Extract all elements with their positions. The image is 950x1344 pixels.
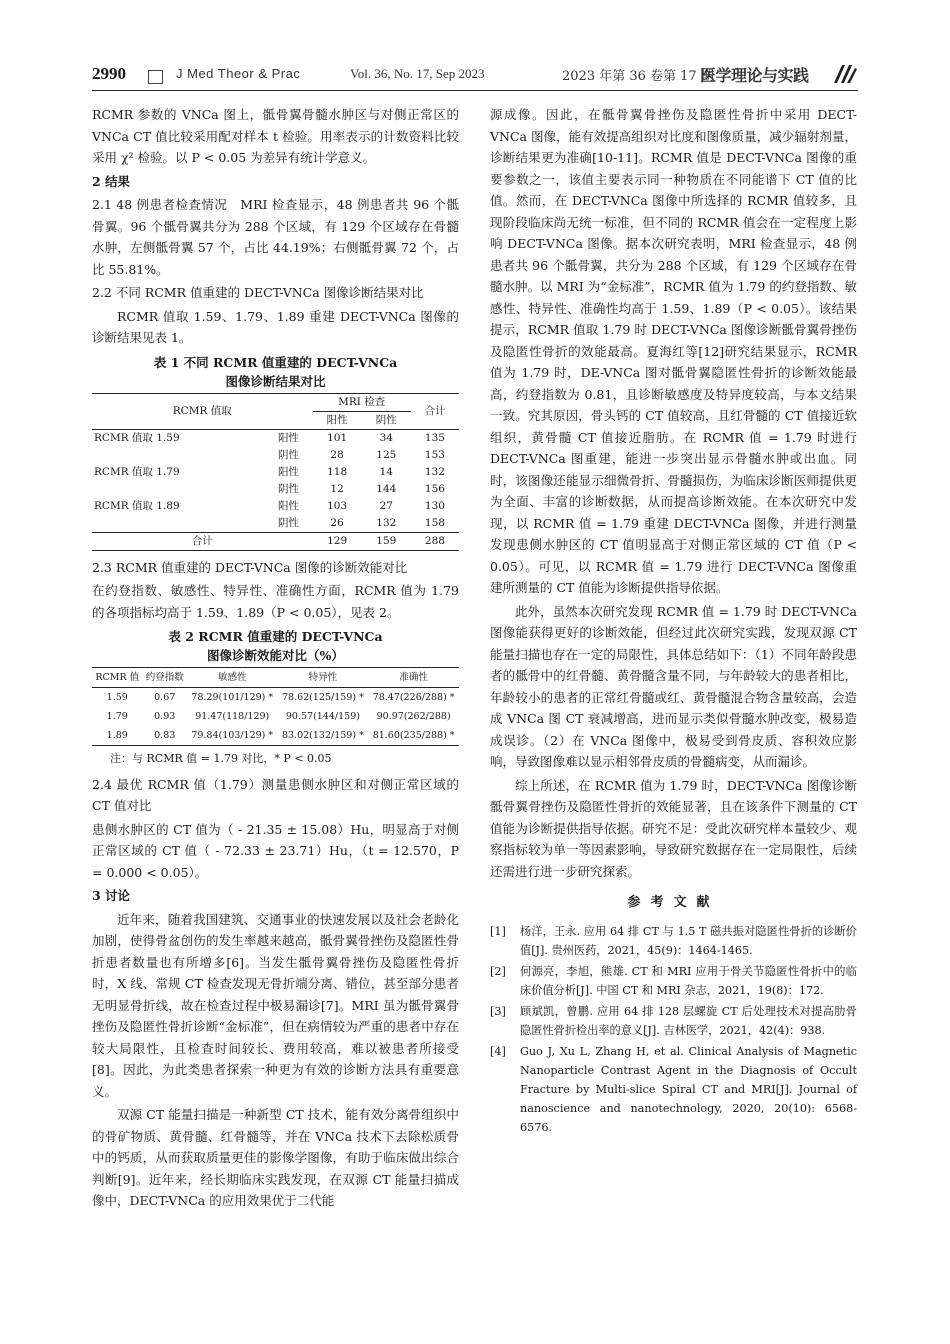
reference-item (490, 1002, 857, 1040)
section-2-1-title: 2.1 48 例患者检查情况 (92, 197, 228, 212)
journal-name-en: J Med Theor & Prac (176, 66, 301, 81)
t2-cell: 90.57(144/159) (285, 711, 360, 722)
t1-row (92, 429, 459, 447)
t2-cell: 1.79 (106, 711, 128, 722)
t1-cell-res: 阴性 (277, 482, 299, 495)
t1-cell-total: 156 (424, 482, 445, 495)
t1-cell-total: 135 (424, 431, 445, 444)
conclusion-paragraph: 综上所述，在 RCMR 值为 1.79 时，DECT-VNCa 图像诊断骶骨翼骨挫伤及隐匿性骨折的效能显著，且在该条件下测量的 CT 值能为诊断提供指导依据。研究不足：受此次研究样本量较少、观察指标较为单一等因素影响，导致研究数据存在一定局限性，后续还需进行进一步研究探索。 (490, 777, 857, 879)
reference-number: [3] (490, 1004, 506, 1018)
limitations-paragraph: 此外，虽然本次研究发现 RCMR 值 = 1.79 时 DECT-VNCa 图像能获得更好的诊断效能，但经过此次研究实践，发现双源 CT 能量扫描也存在一定的局限性，具体总结如下：（1）不同年龄段患者的骶骨中的红骨髓、黄骨髓含量不同，与年龄较大的患者相比，年龄较小的患者的正常红骨髓或红、黄骨髓混合物含量较高，会造成 VNCa 图 CT 衰减增高，进而显示类似骨髓水肿改变，极易造成误诊。（2）在 VNCa 图像中，极易受到骨皮质、容积效应影响，导致图像难以显示相邻骨皮质的骨髓病变，从而漏诊。 (490, 603, 857, 769)
t2-row (92, 707, 459, 726)
t1-cell-pos: 26 (313, 515, 362, 533)
reference-text: 顾斌凯，曾鹏. 应用 64 排 128 层螺旋 CT 后处理技术对提高肋骨隐匿性骨折检出率的意义[J]. 吉林医学，2021，42(4)：938. (520, 1004, 857, 1037)
t2-cell: 78.62(125/159) * (281, 692, 364, 703)
table-1 (92, 393, 459, 551)
table-2-note: 注：与 RCMR 值 = 1.79 对比，* P < 0.05 (110, 752, 332, 765)
t2-header-cell: 特异性 (278, 668, 369, 688)
t1-cell-group: RCMR 值取 1.59 (94, 431, 180, 444)
t2-header-cell: 敏感性 (187, 668, 278, 688)
t1-cell-res: 阳性 (277, 499, 299, 512)
t1-cell-neg: 125 (376, 448, 397, 461)
section-2-4-title: 2.4 最优 RCMR 值（1.79）测量患侧水肿区和对侧正常区域的 CT 值对比 (92, 776, 459, 813)
t1-row (92, 464, 459, 481)
t1-cell-group (92, 515, 264, 533)
t1-sum-row (92, 532, 459, 550)
reference-item (490, 962, 857, 1000)
reference-text: 杨洋，王永. 应用 64 排 CT 与 1.5 T 磁共振对隐匿性骨折的诊断价值[J]. 贵州医药，2021，45(9)：1464-1465. (520, 924, 857, 957)
t1-sum-label: 合计 (191, 534, 213, 547)
t1-cell-pos: 103 (327, 499, 348, 512)
table-2-caption (92, 627, 459, 665)
section-2-3-title: 2.3 RCMR 值重建的 DECT-VNCa 图像的诊断效能对比 (92, 559, 408, 575)
page-number: 2990 (92, 64, 126, 83)
t1-header-pos: 阳性 (313, 411, 362, 429)
t1-sum-pos: 129 (327, 534, 348, 547)
t1-row (92, 447, 459, 464)
t1-header-neg: 阴性 (362, 411, 411, 429)
t2-row (92, 726, 459, 746)
t2-cell: 0.67 (154, 692, 176, 703)
t1-cell-res: 阳性 (277, 431, 299, 444)
t1-cell-total: 153 (424, 448, 445, 461)
journal-logo-icon (832, 63, 858, 85)
t1-header-mri: MRI 检查 (313, 393, 411, 411)
t2-cell: 79.84(103/129) * (191, 730, 274, 741)
t2-cell: 78.47(226/288) * (372, 692, 455, 703)
volume-cn: 2023 年第 36 卷第 17 期 (562, 69, 714, 84)
t2-row (92, 688, 459, 708)
t2-header-cell: RCMR 值 (92, 668, 143, 688)
t1-row (92, 498, 459, 515)
t1-cell-neg: 14 (379, 465, 393, 478)
section-2-2-text: RCMR 值取 1.59、1.79、1.89 重建 DECT-VNCa 图像的诊断结果见表 1。 (92, 308, 459, 345)
t1-cell-group: RCMR 值取 1.89 (94, 499, 180, 512)
t2-cell: 91.47(118/129) (195, 711, 270, 722)
t1-cell-neg: 132 (362, 515, 411, 533)
reference-item (490, 922, 857, 960)
t1-header-total: 合计 (411, 393, 459, 429)
section-discussion-heading: 3 讨论 (92, 888, 131, 903)
section-2-2-title: 2.2 不同 RCMR 值重建的 DECT-VNCa 图像诊断结果对比 (92, 285, 424, 300)
t1-cell-pos: 12 (330, 482, 344, 495)
section-2-1 (92, 194, 459, 280)
t1-cell-group (92, 447, 264, 464)
discussion-paragraph-2: 双源 CT 能量扫描是一种新型 CT 技术，能有效分离骨组织中的骨矿物质、黄骨髓、红骨髓等，并在 VNCa 技术下去除松质骨中的钙质，从而获取质量更佳的影像学图像，有助于临床做出综合判断[9]。近年来，经长期临床实践发现，在双源 CT 能量扫描成像中，DECT-VNCa 的应用效果优于二代能 (92, 1107, 459, 1208)
section-results-heading: 2 结果 (92, 173, 131, 189)
journal-name-cn: 医学理论与实践 (700, 66, 809, 85)
t2-cell: 78.29(101/129) * (191, 692, 274, 703)
running-header (92, 62, 858, 91)
t2-cell: 1.89 (106, 730, 128, 741)
discussion-paragraph-1: 近年来，随着我国建筑、交通事业的快速发展以及社会老龄化加剧，使得骨盆创伤的发生率越来越高，骶骨翼骨挫伤及隐匿性骨折患者数量也有所增多[6]。当发生骶骨翼骨挫伤及隐匿性骨折时，X 线、常规 CT 检查发现无骨折端分离、错位，甚至部分患者无明显骨折线，故在检查过程中极易漏诊[7]。MRI 虽为骶骨翼骨挫伤及隐匿性骨折诊断“金标准”，但在病情较为严重的患者中存在较大局限性，且检查时间较长、费用较高，难以被患者所接受[8]。因此，为此类患者探索一种更为有效的诊断方法具有重要意义。 (92, 911, 459, 1099)
t1-cell-pos: 28 (330, 448, 344, 461)
t1-cell-total: 158 (411, 515, 459, 533)
method-paragraph: RCMR 参数的 VNCa 图上，骶骨翼骨髓水肿区与对侧正常区的 VNCa CT 值比较采用配对样本 t 检验。用率表示的计数资料比较采用 χ² 检验。以 P < 0.05 为差异有统计学意义。 (92, 107, 459, 165)
reference-text: 何源亮，李旭，熊雄. CT 和 MRI 应用于骨关节隐匿性骨折中的临床价值分析[J]. 中国 CT 和 MRI 杂志，2021，19(8)：172. (520, 964, 857, 997)
t2-cell: 81.60(235/288) * (372, 730, 455, 741)
t2-cell: 0.93 (154, 711, 176, 722)
t1-cell-total: 130 (424, 499, 445, 512)
table-2-caption-line1: 表 2 RCMR 值重建的 DECT-VNCa (168, 629, 383, 644)
t2-header-cell: 准确性 (368, 668, 459, 688)
t1-row (92, 515, 459, 533)
t2-header-cell: 约登指数 (143, 668, 187, 688)
t1-cell-res: 阳性 (277, 465, 299, 478)
section-2-3-text: 在约登指数、敏感性、特异性、准确性方面，RCMR 值为 1.79 的各项指标均高于 1.59、1.89（P < 0.05），见表 2。 (92, 583, 459, 620)
t2-cell: 83.02(132/159) * (281, 730, 364, 741)
t1-sum-total: 288 (424, 534, 445, 547)
t1-cell-neg: 144 (376, 482, 397, 495)
t1-header-rcmr: RCMR 值取 (92, 393, 313, 429)
table-1-caption-line2: 图像诊断结果对比 (225, 373, 326, 389)
t1-cell-group: RCMR 值取 1.79 (94, 465, 180, 478)
table-1-caption-line1: 表 1 不同 RCMR 值重建的 DECT-VNCa (153, 354, 398, 370)
table-1-caption (92, 353, 459, 391)
left-column (92, 104, 459, 1214)
t2-cell: 1.59 (106, 692, 128, 703)
section-2-4-text: 患侧水肿区的 CT 值为（ - 21.35 ± 15.08）Hu，明显高于对侧正常区域的 CT 值（ - 72.33 ± 23.71）Hu，（t = 12.570，P = 0.000 < 0.05）。 (92, 821, 459, 880)
t1-cell-neg: 34 (379, 431, 393, 444)
t1-cell-pos: 118 (327, 465, 348, 478)
reference-number: [4] (490, 1044, 506, 1058)
reference-item (490, 1042, 857, 1137)
t1-row (92, 481, 459, 498)
right-column (490, 104, 857, 1139)
reference-text: Guo J, Xu L, Zhang H, et al. Clinical Analysis of Magnetic Nanoparticle Contrast Agent in the Diagnosis of Occult Fracture by Multi-slice Spiral CT and MRI[J]. Journal of nanoscience and nanotechnology, 2020, 20(10): 6568-6576. (520, 1044, 857, 1134)
volume-en: Vol. 36, No. 17, Sep 2023 (350, 66, 485, 81)
t1-cell-pos: 101 (327, 431, 348, 444)
t1-cell-total: 132 (424, 465, 445, 478)
t1-cell-res: 阴性 (264, 515, 312, 533)
t1-cell-res: 阴性 (277, 448, 299, 461)
table-2 (92, 667, 459, 746)
section-2-1-text: MRI 检查显示，48 例患者共 96 个骶骨翼。96 个骶骨翼共分为 288 个区域，有 129 个区域存在骨髓水肿，左侧骶骨翼 57 个，占比 44.19%；右侧骶骨翼 72 个，占比 55.81%。 (92, 197, 460, 277)
t1-cell-neg: 27 (379, 499, 393, 512)
table-2-caption-line2: 图像诊断效能对比（%） (207, 648, 344, 663)
reference-number: [2] (490, 964, 506, 978)
t2-cell: 90.97(262/288) (376, 711, 451, 722)
header-box-icon (148, 70, 163, 84)
references-heading: 参考文献 (627, 895, 720, 910)
reference-number: [1] (490, 924, 506, 938)
t1-cell-group (92, 481, 264, 498)
t1-sum-neg: 159 (376, 534, 397, 547)
discussion-paragraph-3: 源成像。因此，在骶骨翼骨挫伤及隐匿性骨折中采用 DECT-VNCa 图像，能有效提高组织对比度和图像质量，减少辐射剂量，诊断结果更为准确[10-11]。RCMR 值是 DECT-VNCa 图像的重要参数之一，该值主要表示同一种物质在不同能谱下 CT 值的比值。然而，在 DECT-VNCa 图像中所选择的 RCMR 值较多，且现阶段临床尚无统一标准，但不同的 RCMR 值会在一定程度上影响 DECT-VNCa 图像。据本次研究表明，MRI 检查显示，48 例患者共 96 个骶骨翼，共分为 288 个区域，有 129 个区域存在骨髓水肿。以 MRI 为“金标准”，RCMR 值为 1.79 的约登指数、敏感性、特异性、准确性均高于 1.59、1.89（P < 0.05）。该结果提示，RCMR 值取 1.79 时 DECT-VNCa 图像诊断骶骨翼骨挫伤及隐匿性骨折的效能最高。夏海红等[12]研究结果显示，RCMR 值为 1.79 时，DE-VNCa 图对骶骨翼隐匿性骨折的诊断效能最高，约登指数为 0.81，且诊断敏感度及特异度较高，与本文结果一致。究其原因，骨头钙的 CT 值较高，且红骨髓的 CT 值接近软组织，黄骨髓 CT 值接近脂肪。在 RCMR 值 = 1.79 时进行 DECT-VNCa 图重建，能进一步突出显示骨髓水肿或出血。同时，该图像还能显示细微骨折、骨髓损伤，为临床诊断医师提供更为全面、丰富的诊断数据，从而提高诊断效能。在本次研究中发现，以 RCMR 值 = 1.79 重建 DECT-VNCa 图像，并进行测量发现患侧水肿区的 CT 值明显高于对侧正常区域的 CT 值（P < 0.05）。可见，以 RCMR 值 = 1.79 进行 DECT-VNCa 图像重建所测量的 CT 值能为诊断提供指导依据。 (490, 107, 857, 595)
t2-cell: 0.83 (154, 730, 176, 741)
reference-list (490, 922, 857, 1137)
